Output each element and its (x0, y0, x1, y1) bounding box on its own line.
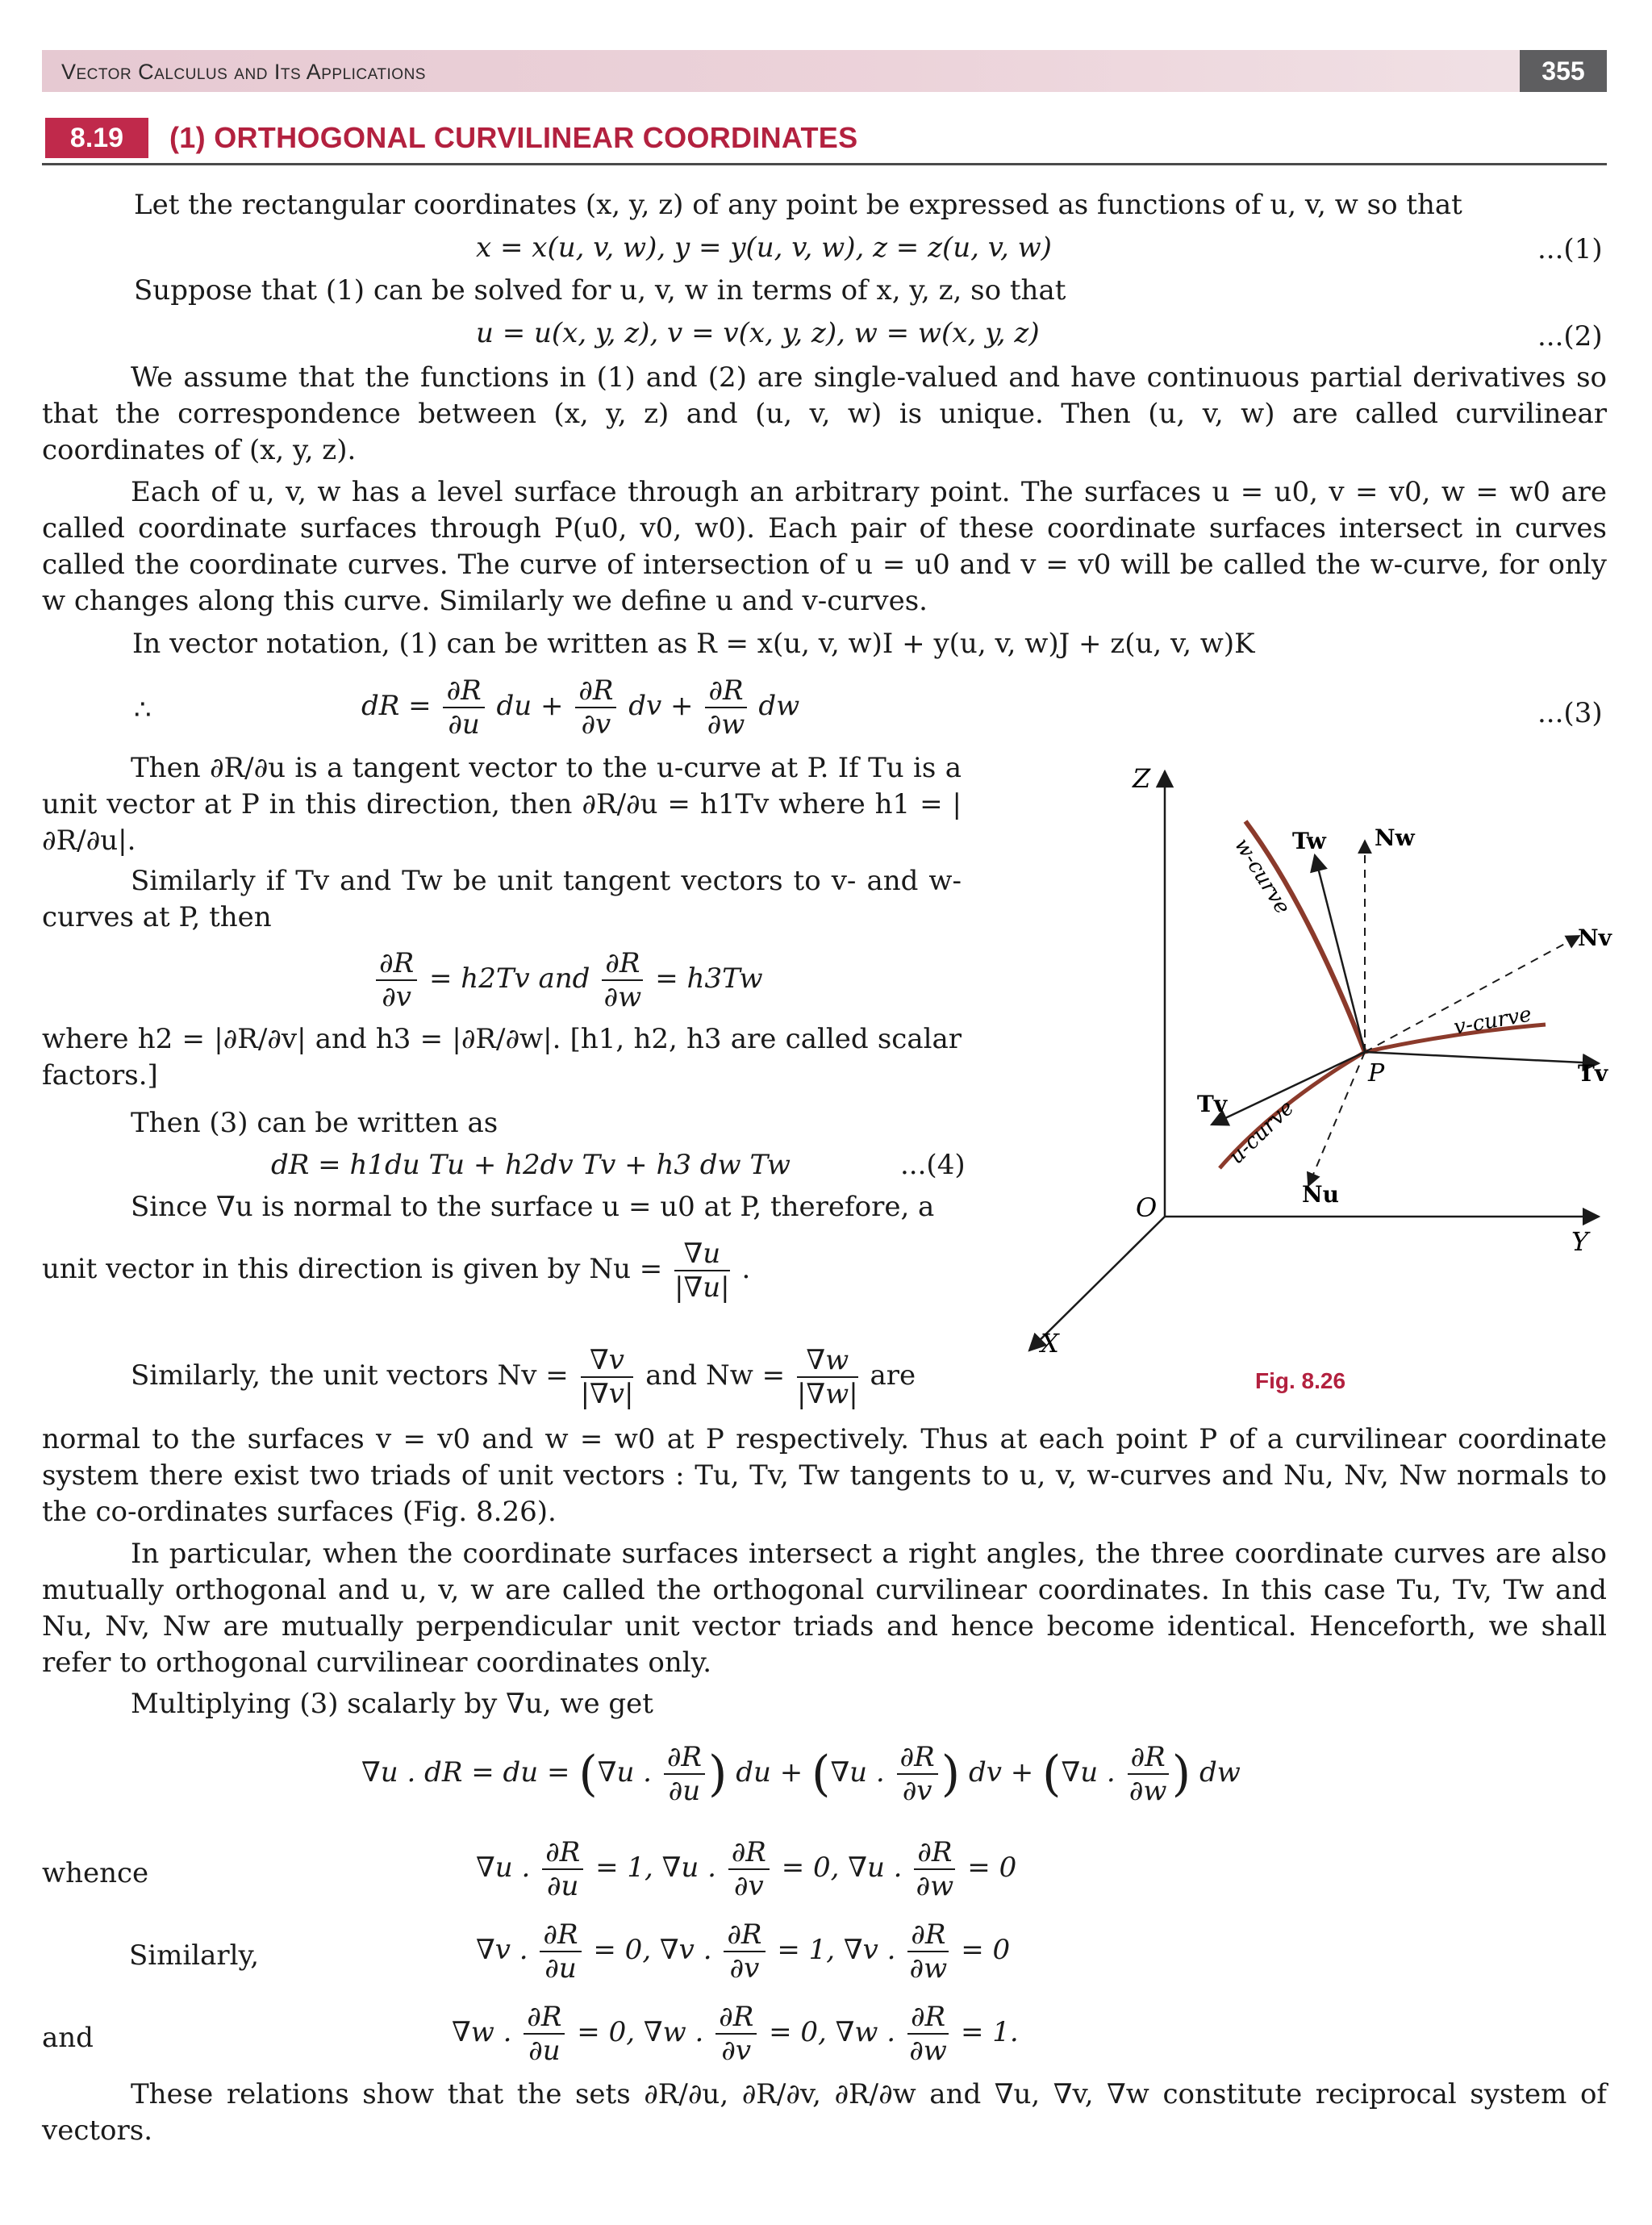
fraction-e5-w: $\frac{\partial R}{\partial w}$ (1128, 1741, 1169, 1807)
e8-d: = 1. (960, 2016, 1019, 2048)
label-point-p: P (1368, 1059, 1385, 1087)
paragraph-tangent-vector: Then ∂R/∂u is a tangent vector to the u-curve at P. If Tu is a unit vector at P in this direction, then ∂R/∂u = h1Tv where h1 = |∂R/∂u|. (42, 752, 962, 857)
term-dv: dv + (628, 690, 694, 722)
term-dw: dw (758, 690, 800, 722)
e7-b: = 0, ∇v . (593, 1934, 712, 1966)
e7-c: = 1, ∇v . (777, 1934, 896, 1966)
fraction-e6-u: $\frac{\partial R}{\partial u}$ (542, 1836, 583, 1902)
section-heading (42, 118, 1607, 165)
fraction-e7-w: $\frac{\partial R}{\partial w}$ (907, 1918, 949, 1985)
fraction-grad-w: $\frac{\nabla w}{|\nabla w|}$ (796, 1344, 858, 1410)
label-origin: O (1136, 1192, 1158, 1223)
equation-5: ∇u . dR = du = (∇u . $\frac{\partial R}{\partial u}$ ) du + (∇u . $\frac{\partial R}{\partial v}$ ) dv + (∇u . $\frac{\partial R}{\partial w}$ ) dw (361, 1741, 1241, 1807)
e5-dw: dw (1199, 1756, 1241, 1789)
fraction-e8-u: $\frac{\partial R}{\partial u}$ (524, 2001, 565, 2067)
e6-b: = 1, ∇u . (595, 1851, 716, 1884)
paragraph-multiplying: Multiplying (3) scalarly by ∇u, we get (131, 1688, 653, 1720)
unit-normals-end: are (870, 1359, 916, 1392)
unit-normal-w-lead: and Nw = (645, 1359, 786, 1392)
paragraph-scalar-factors: where h2 = |∂R/∂v| and h3 = |∂R/∂w|. [h1, h2, h3 are called scalar factors.] (42, 1023, 962, 1092)
label-and: and (42, 2022, 94, 2054)
label-N-u: Nu (1302, 1181, 1339, 1208)
label-u-curve: u-curve (1224, 1096, 1299, 1170)
term-du: du + (496, 690, 564, 722)
figure-curvilinear-coordinates (1000, 758, 1621, 1388)
paragraph-vector-notation: In vector notation, (1) can be written as R = x(u, v, w)I + y(u, v, w)J + z(u, v, w)K (132, 628, 1255, 660)
e6-a: ∇u . (476, 1851, 531, 1884)
equation-2: u = u(x, y, z), v = v(x, y, z), w = w(x, y, z) (476, 317, 1040, 349)
fraction-grad-u: $\frac{\nabla u}{|\nabla u|}$ (674, 1238, 730, 1304)
grad-u-3: ∇u . (1061, 1756, 1116, 1789)
equation-4: dR = h1du Tu + h2dv Tv + h3 dw Tw (271, 1149, 791, 1181)
equation-1: x = x(u, v, w), y = y(u, v, w), z = z(u, v, w) (476, 232, 1052, 264)
equation-3-lhs: dR = (361, 690, 432, 722)
T-v-vector-right (1365, 1052, 1599, 1063)
label-N-w: Nw (1375, 824, 1415, 851)
fraction-grad-v: $\frac{\nabla v}{|\nabla v|}$ (580, 1344, 634, 1410)
label-whence: whence (42, 1857, 149, 1889)
label-v-curve: v-curve (1452, 1002, 1534, 1040)
N-u-vector (1308, 1052, 1365, 1186)
running-title: Vector Calculus and Its Applications (61, 60, 426, 84)
paragraph-gradient-normal: Since ∇u is normal to the surface u = u0 at P, therefore, a (131, 1191, 935, 1223)
running-header (42, 50, 1607, 92)
fraction-dR-du: $\frac{\partial R}{\partial u}$ (443, 674, 484, 741)
e5-dv: dv + (968, 1756, 1034, 1789)
unit-normals-v-w (131, 1344, 916, 1410)
equation-scale-factors (373, 947, 763, 1013)
unit-normal-u (42, 1238, 750, 1304)
equation-2-tag: ...(2) (1537, 320, 1603, 353)
fraction-e6-w: $\frac{\partial R}{\partial w}$ (914, 1836, 955, 1902)
grad-u-1: ∇u . (597, 1756, 652, 1789)
page-number: 355 (1520, 50, 1607, 92)
label-T-v-right: Tv (1578, 1060, 1608, 1087)
therefore-symbol: ∴ (134, 694, 152, 726)
paragraph-orthogonal: In particular, when the coordinate surfaces intersect a right angles, the three coordinate curves are also mutually orthogonal and u, v, w are called the orthogonal curvilinear coordinates. In this case Tu, Tv, Tw and Nu, Nv, Nw are mutually perpendicular unit vector triads and hence become identical. Henceforth, we shall refer to orthogonal curvilinear coordinates only. (42, 1538, 1607, 1679)
e5-du: du + (736, 1756, 803, 1789)
equation-1-tag: ...(1) (1537, 233, 1603, 265)
label-similarly: Similarly, (129, 1939, 260, 1972)
fraction-dR-dv: $\frac{\partial R}{\partial v}$ (575, 674, 616, 741)
label-x: X (1041, 1328, 1059, 1359)
fraction-dR-dw: $\frac{\partial R}{\partial w}$ (705, 674, 746, 741)
paragraph-assumption: We assume that the functions in (1) and (2) are single-valued and have continuous partial derivatives so that the correspondence between (x, y, z) and (u, v, w) is unique. Then (u, v, w) are called curvilinear coordinates of (x, y, z). (42, 361, 1607, 466)
paragraph-then-3: Then (3) can be written as (131, 1107, 499, 1139)
e7-a: ∇v . (476, 1934, 528, 1966)
e7-d: = 0 (961, 1934, 1011, 1966)
paragraph-unit-tangents: Similarly if Tv and Tw be unit tangent vectors to v- and w-curves at P, then (42, 865, 962, 933)
h3-term: = h3Tw (655, 962, 763, 995)
fraction-dR-dw-2: $\frac{\partial R}{\partial w}$ (602, 947, 643, 1013)
label-z: Z (1133, 763, 1151, 794)
label-y: Y (1571, 1226, 1589, 1257)
fraction-e6-v: $\frac{\partial R}{\partial v}$ (728, 1836, 770, 1902)
paragraph-coordinate-surfaces: Each of u, v, w has a level surface through an arbitrary point. The surfaces u = u0, v = v0, w = w0 are called coordinate surfaces through P(u0, v0, w0). Each pair of these coordinate surfaces intersect in curves called the coordinate curves. The curve of intersection of u = u0 and v = v0 will be called the w-curve, for only w changes along this curve. Similarly we define u and v-curves. (42, 476, 1607, 617)
label-N-v: Nv (1578, 925, 1612, 951)
section-title: (1) ORTHOGONAL CURVILINEAR COORDINATES (169, 121, 858, 154)
h2-term: = h2Tv and (429, 962, 590, 995)
unit-normal-u-end: . (741, 1253, 751, 1285)
fraction-e5-v: $\frac{\partial R}{\partial v}$ (897, 1741, 938, 1807)
fraction-e7-u: $\frac{\partial R}{\partial u}$ (540, 1918, 581, 1985)
equation-8 (452, 2001, 1019, 2067)
paragraph-intro: Let the rectangular coordinates (x, y, z) of any point be expressed as functions of u, v, w so that (134, 189, 1462, 221)
fraction-dR-dv-2: $\frac{\partial R}{\partial v}$ (376, 947, 417, 1013)
equation-5-lhs: ∇u . dR = du = (361, 1756, 570, 1789)
fraction-e5-u: $\frac{\partial R}{\partial u}$ (664, 1741, 705, 1807)
fraction-e8-v: $\frac{\partial R}{\partial v}$ (715, 2001, 757, 2067)
fraction-e7-v: $\frac{\partial R}{\partial v}$ (724, 1918, 765, 1985)
figure-caption: Fig. 8.26 (1255, 1368, 1346, 1393)
unit-normal-u-lead: unit vector in this direction is given by Nu = (42, 1253, 663, 1285)
paragraph-reciprocal: These relations show that the sets ∂R/∂u, ∂R/∂v, ∂R/∂w and ∇u, ∇v, ∇w constitute reciprocal system of vectors. (42, 2078, 1607, 2147)
paragraph-two-triads: normal to the surfaces v = v0 and w = w0 at P respectively. Thus at each point P of a curvilinear coordinate system there exist two triads of unit vectors : Tu, Tv, Tw tangents to u, v, w-curves and Nu, Nv, Nw normals to the co-ordinates surfaces (Fig. 8.26). (42, 1423, 1607, 1528)
equation-3-tag: ...(3) (1537, 697, 1603, 729)
unit-normal-v-lead: Similarly, the unit vectors Nv = (131, 1359, 569, 1392)
section-number: 8.19 (45, 118, 148, 158)
equation-7 (476, 1918, 1010, 1985)
equation-4-tag: ...(4) (900, 1149, 966, 1181)
equation-3 (361, 674, 799, 741)
label-T-v-left: Tv (1197, 1091, 1228, 1117)
e8-b: = 0, ∇w . (577, 2016, 704, 2048)
label-w-curve: w-curve (1229, 833, 1295, 919)
e8-c: = 0, ∇w . (769, 2016, 896, 2048)
grad-u-2: ∇u . (830, 1756, 885, 1789)
e6-d: = 0 (967, 1851, 1017, 1884)
label-T-w: Tw (1292, 828, 1326, 854)
e6-c: = 0, ∇u . (781, 1851, 903, 1884)
equation-6 (476, 1836, 1016, 1902)
e8-a: ∇w . (452, 2016, 512, 2048)
paragraph-solve: Suppose that (1) can be solved for u, v, w in terms of x, y, z, so that (134, 274, 1066, 307)
fraction-e8-w: $\frac{\partial R}{\partial w}$ (907, 2001, 949, 2067)
